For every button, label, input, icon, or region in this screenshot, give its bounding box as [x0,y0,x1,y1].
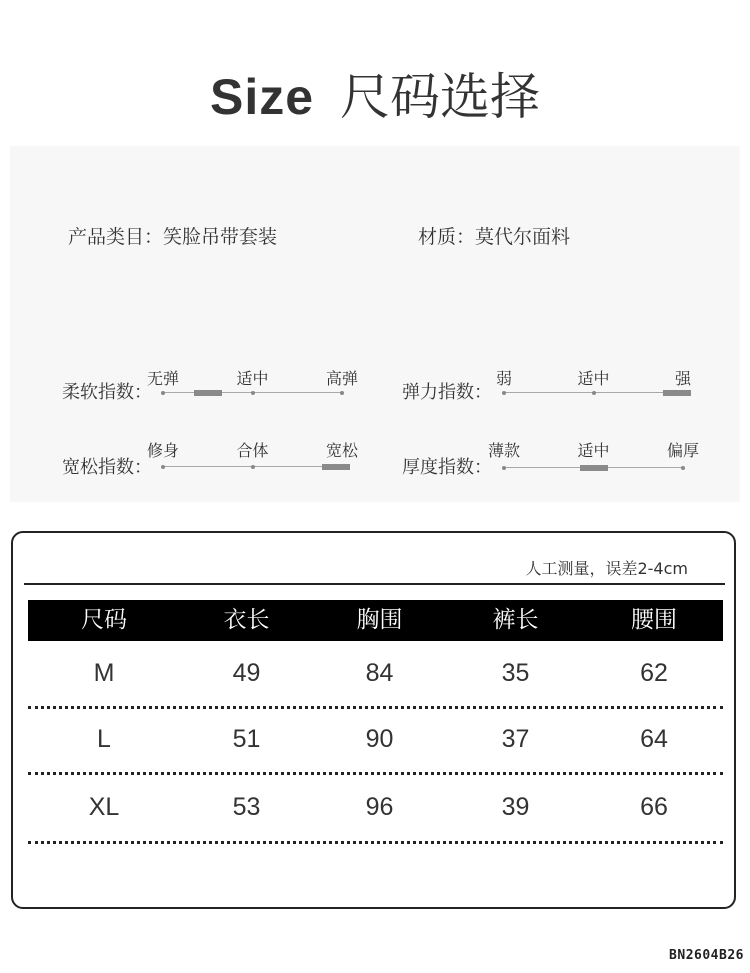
index-option: 薄款 [487,441,521,460]
index-option: 无弹 [146,369,180,388]
table-row [28,773,723,844]
index-selected-marker [580,465,608,471]
header-size: 尺码 [81,607,127,633]
header-bust: 胸围 [356,607,403,633]
title-english: Size [209,69,315,125]
cell-length: 51 [232,725,261,753]
cell-size: M [93,659,115,687]
cell-pants-length: 35 [501,659,530,687]
page-title [0,62,750,132]
note-divider [24,583,725,585]
header-waist: 腰围 [631,607,677,633]
index-tick [340,391,344,395]
cell-waist: 66 [640,793,668,821]
index-option: 强 [674,369,692,388]
index-tick [251,465,255,469]
header-length: 衣长 [223,607,270,633]
index-label: 柔软指数： [62,382,152,403]
measurement-note: 人工测量，误差2-4cm [525,559,688,578]
cell-length: 53 [232,793,261,821]
index-option: 弱 [495,369,513,388]
product-code: BN2604B26 [669,948,744,963]
table-row [28,706,723,775]
index-tick [592,391,596,395]
title-chinese: 尺码选择 [340,68,541,126]
index-option: 宽松 [325,441,359,460]
cell-bust: 96 [365,793,394,821]
index-label: 厚度指数： [402,457,492,478]
cell-pants-length: 37 [501,725,530,753]
index-tick [161,465,165,469]
index-option: 合体 [236,441,269,460]
index-option: 偏厚 [666,441,700,460]
size-table-header [28,600,723,641]
index-selected-marker [663,390,691,396]
index-option: 适中 [577,441,610,460]
index-label: 宽松指数： [62,457,152,478]
cell-bust: 84 [365,659,394,687]
index-selected-marker [322,464,350,470]
index-label: 弹力指数： [402,382,492,403]
index-option: 修身 [146,441,180,460]
index-selected-marker [194,390,222,396]
cell-length: 49 [232,659,261,687]
index-option: 高弹 [325,369,359,388]
index-tick [502,391,506,395]
header-pants-length: 裤长 [492,607,539,633]
index-tick [502,466,506,470]
cell-waist: 64 [640,725,668,753]
product-material: 材质：莫代尔面料 [418,226,571,248]
cell-pants-length: 39 [501,793,530,821]
cell-waist: 62 [640,659,668,687]
table-row [28,640,723,709]
product-info-panel [10,146,740,502]
cell-bust: 90 [365,725,394,753]
index-option: 适中 [236,369,269,388]
product-category: 产品类目：笑脸吊带套装 [68,226,278,248]
cell-size: XL [88,793,120,821]
index-tick [681,466,685,470]
cell-size: L [97,725,111,753]
index-option: 适中 [577,369,610,388]
index-tick [161,391,165,395]
index-tick [251,391,255,395]
